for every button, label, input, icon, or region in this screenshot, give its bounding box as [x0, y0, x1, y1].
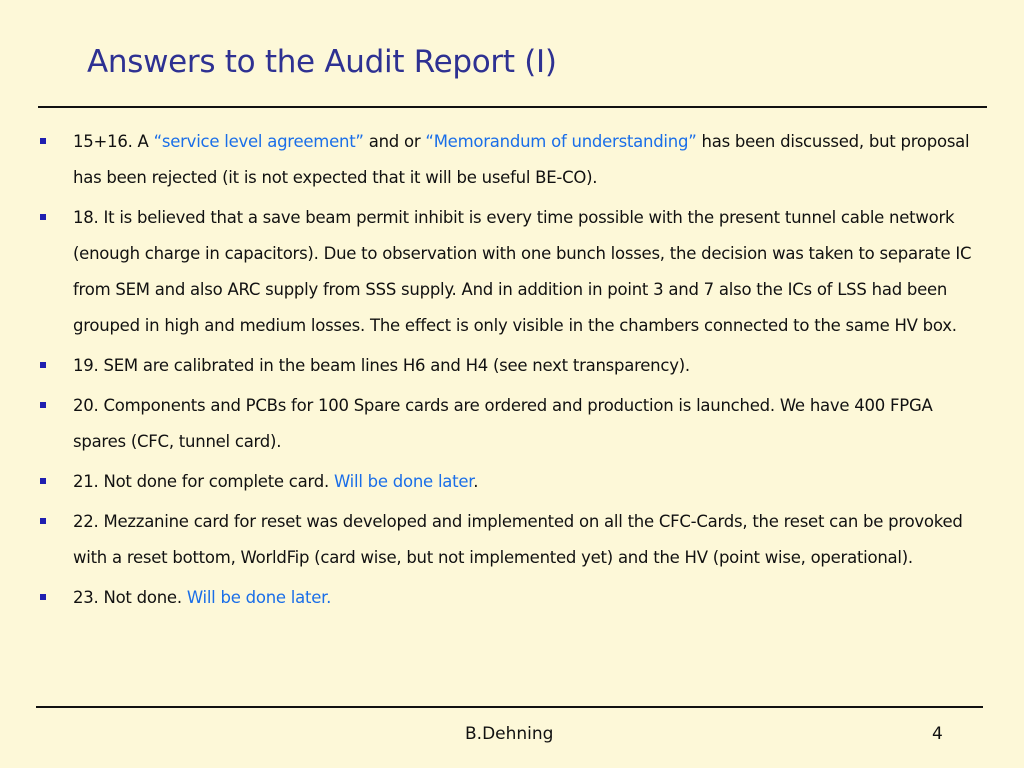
bullet-text: 19. SEM are calibrated in the beam lines H6 and H4 (see next transparency).	[73, 356, 690, 375]
square-bullet-icon	[40, 594, 46, 600]
bullet-item-22	[40, 504, 980, 576]
highlight-text: “service level agreement”	[153, 132, 364, 151]
page-number: 4	[932, 724, 943, 744]
slide-title: Answers to the Audit Report (I)	[87, 44, 557, 80]
highlight-text: “Memorandum of understanding”	[425, 132, 697, 151]
bullet-text: 22. Mezzanine card for reset was developed and implemented on all the CFC-Cards, the reset can be provoked with a reset bottom, WorldFip (card wise, but not implemented yet) and the HV (point wise, operational).	[73, 512, 963, 567]
highlight-text: Will be done later.	[186, 588, 332, 607]
bullet-item-23	[40, 580, 980, 616]
bullet-item-20	[40, 388, 980, 460]
footer-author: B.Dehning	[465, 724, 554, 744]
bullet-text: 23. Not done.	[73, 588, 187, 607]
footer-divider	[36, 706, 983, 708]
bullet-text: has been discussed, but proposal has been rejected (it is not expected that it will be useful BE-CO).	[73, 132, 970, 187]
bullet-item-21	[40, 464, 980, 500]
bullet-item-18	[40, 200, 980, 344]
bullet-text: 20. Components and PCBs for 100 Spare cards are ordered and production is launched. We have 400 FPGA spares (CFC, tunnel card).	[73, 396, 933, 451]
highlight-text: Will be done later	[333, 472, 474, 491]
square-bullet-icon	[40, 138, 46, 144]
bullet-text: .	[473, 472, 479, 491]
bullet-text: 15+16. A	[73, 132, 154, 151]
square-bullet-icon	[40, 214, 46, 220]
bullet-item-19	[40, 348, 980, 384]
square-bullet-icon	[40, 518, 46, 524]
bullet-text: and or	[363, 132, 426, 151]
bullet-item-15-16	[40, 124, 980, 196]
square-bullet-icon	[40, 362, 46, 368]
bullet-text: 18. It is believed that a save beam permit inhibit is every time possible with the present tunnel cable network (enough charge in capacitors). Due to observation with one bunch losses, the decision was taken to separate IC from SEM and also ARC supply from SSS supply. And in addition in point 3 and 7 also the ICs of LSS had been grouped in high and medium losses. The effect is only visible in the chambers connected to the same HV box.	[73, 208, 972, 335]
square-bullet-icon	[40, 402, 46, 408]
square-bullet-icon	[40, 478, 46, 484]
title-divider	[38, 106, 987, 108]
bullet-list	[40, 124, 980, 620]
bullet-text: 21. Not done for complete card.	[73, 472, 334, 491]
